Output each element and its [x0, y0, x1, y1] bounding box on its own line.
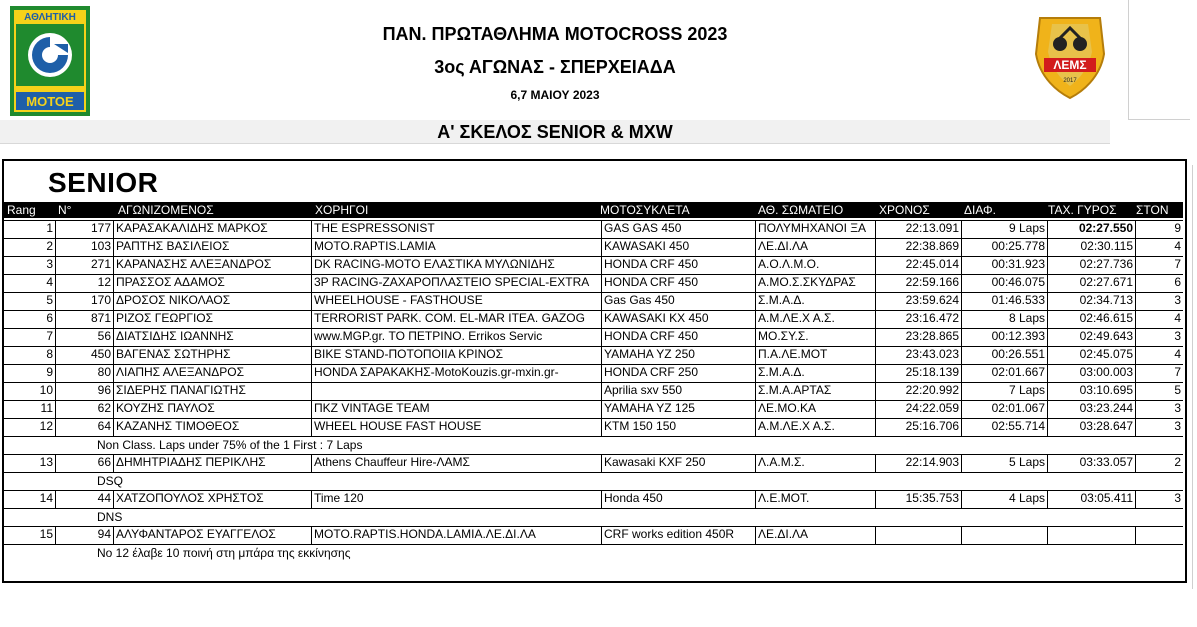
cell-no: 62	[55, 400, 113, 418]
cell-time: 23:59.624	[875, 292, 961, 310]
cell-no: 271	[55, 256, 113, 274]
col-rang: Rang	[7, 203, 36, 217]
cell-time: 25:18.139	[875, 364, 961, 382]
cell-no: 12	[55, 274, 113, 292]
cell-diff: 8 Laps	[961, 310, 1047, 328]
svg-text:ΛΕΜΣ: ΛΕΜΣ	[1053, 58, 1087, 72]
table-row	[3, 346, 1183, 364]
cell-club: Π.Α.ΛΕ.ΜΟΤ	[755, 346, 875, 364]
cell-bike: HONDA CRF 450	[601, 328, 755, 346]
cell-best: 03:05.411	[1047, 490, 1135, 508]
cell-lap: 3	[1135, 292, 1183, 310]
table-header	[3, 202, 1183, 218]
cell-rang: 13	[39, 455, 53, 469]
col-diff: ΔΙΑΦ.	[964, 203, 996, 217]
cell-time: 25:16.706	[875, 418, 961, 436]
cell-lap	[1135, 526, 1183, 544]
svg-text:ΑΘΛΗΤΙΚΗ: ΑΘΛΗΤΙΚΗ	[24, 12, 76, 23]
cell-rang: 12	[39, 419, 53, 433]
cell-rang: 3	[46, 257, 53, 271]
cell-rider: ΔΗΜΗΤΡΙΑΔΗΣ ΠΕΡΙΚΛΗΣ	[113, 454, 311, 472]
col-club: ΑΘ. ΣΩΜΑΤΕΙΟ	[758, 203, 844, 217]
cell-no: 66	[55, 454, 113, 472]
cell-club: ΛΕ.ΔΙ.ΛΑ	[755, 238, 875, 256]
cell-best: 02:45.075	[1047, 346, 1135, 364]
cell-time: 22:14.903	[875, 454, 961, 472]
cell-rang: 1	[46, 221, 53, 235]
cell-lap: 7	[1135, 256, 1183, 274]
section-title: SENIOR	[48, 167, 159, 198]
cell-diff: 7 Laps	[961, 382, 1047, 400]
cell-bike: YAMAHA YZ 125	[601, 400, 755, 418]
cell-diff: 02:01.067	[961, 400, 1047, 418]
cell-time: 22:20.992	[875, 382, 961, 400]
cell-sponsor: BIKE STAND-ΠΟΤΟΠΟΙΙΑ ΚΡΙΝΟΣ	[311, 346, 601, 364]
corner-frame	[1128, 0, 1190, 120]
cell-best: 02:27.550	[1047, 220, 1135, 238]
cell-sponsor: HONDA ΣΑΡΑΚΑΚΗΣ-MotoKouzis.gr-mxin.gr-	[311, 364, 601, 382]
row-divider	[3, 472, 1183, 473]
cell-no: 64	[55, 418, 113, 436]
cell-no: 94	[55, 526, 113, 544]
cell-best: 03:33.057	[1047, 454, 1135, 472]
cell-best: 02:30.115	[1047, 238, 1135, 256]
cell-diff: 01:46.533	[961, 292, 1047, 310]
table-row	[3, 328, 1183, 346]
table-row	[3, 220, 1183, 238]
cell-club: Α.Ο.Λ.Μ.Ο.	[755, 256, 875, 274]
cell-no: 80	[55, 364, 113, 382]
cell-no: 177	[55, 220, 113, 238]
cell-best: 03:00.003	[1047, 364, 1135, 382]
cell-rider: ΠΡΑΣΣΟΣ ΑΔΑΜΟΣ	[113, 274, 311, 292]
cell-bike: Kawasaki KXF 250	[601, 454, 755, 472]
cell-rider: ΧΑΤΖΟΠΟΥΛΟΣ ΧΡΗΣΤΟΣ	[113, 490, 311, 508]
svg-text:2017: 2017	[1063, 78, 1077, 84]
cell-lap: 5	[1135, 382, 1183, 400]
penalty-note: Νο 12 έλαβε 10 ποινή στη μπάρα της εκκίνησης	[97, 546, 351, 560]
table-row	[3, 274, 1183, 292]
cell-lap: 3	[1135, 490, 1183, 508]
col-sponsor: ΧΟΡΗΓΟΙ	[315, 203, 369, 217]
athletiki-motoe-logo	[10, 6, 90, 116]
cell-diff	[961, 526, 1047, 544]
cell-no: 450	[55, 346, 113, 364]
cell-no: 44	[55, 490, 113, 508]
cell-club: Σ.Μ.Α.ΑΡΤΑΣ	[755, 382, 875, 400]
cell-sponsor: WHEEL HOUSE FAST HOUSE	[311, 418, 601, 436]
cell-bike: YAMAHA YZ 250	[601, 346, 755, 364]
table-row	[3, 400, 1183, 418]
cell-club: ΠΟΛΥΜΗΧΑΝΟΙ ΞΑ	[755, 220, 875, 238]
cell-diff: 00:46.075	[961, 274, 1047, 292]
cell-bike: HONDA CRF 450	[601, 256, 755, 274]
cell-sponsor: 3P RACING-ΖΑΧΑΡΟΠΛΑΣΤΕΙΟ SPECIAL-EXTRA	[311, 274, 601, 292]
cell-best: 03:28.647	[1047, 418, 1135, 436]
cell-time: 22:59.166	[875, 274, 961, 292]
cell-rang: 14	[39, 491, 53, 505]
cell-bike: Gas Gas 450	[601, 292, 755, 310]
cell-lap: 3	[1135, 418, 1183, 436]
cell-diff: 00:12.393	[961, 328, 1047, 346]
cell-rider: ΒΑΓΕΝΑΣ ΣΩΤΗΡΗΣ	[113, 346, 311, 364]
cell-best	[1047, 526, 1135, 544]
cell-no: 103	[55, 238, 113, 256]
cell-rang: 2	[46, 239, 53, 253]
race-date: 6,7 ΜΑΙΟΥ 2023	[510, 88, 600, 102]
col-bike: ΜΟΤΟΣΥΚΛΕΤΑ	[600, 203, 690, 217]
row-divider	[3, 508, 1183, 509]
cell-rider: ΛΙΑΠΗΣ ΑΛΕΞΑΝΔΡΟΣ	[113, 364, 311, 382]
cell-lap: 3	[1135, 400, 1183, 418]
cell-no: 871	[55, 310, 113, 328]
cell-bike: HONDA CRF 250	[601, 364, 755, 382]
cell-bike: CRF works edition 450R	[601, 526, 755, 544]
cell-sponsor: THE ESPRESSONIST	[311, 220, 601, 238]
table-row	[3, 310, 1183, 328]
cell-rider: ΡΙΖΟΣ ΓΕΩΡΓΙΟΣ	[113, 310, 311, 328]
dns-label: DNS	[97, 510, 123, 524]
cell-club: ΛΕ.ΜΟ.ΚΑ	[755, 400, 875, 418]
cell-lap: 4	[1135, 346, 1183, 364]
cell-diff: 9 Laps	[961, 220, 1047, 238]
cell-rang: 6	[46, 311, 53, 325]
cell-sponsor: Time 120	[311, 490, 601, 508]
cell-bike: GAS GAS 450	[601, 220, 755, 238]
stage-title: Α' ΣΚΕΛΟΣ SENIOR & MXW	[437, 122, 673, 142]
cell-diff: 00:26.551	[961, 346, 1047, 364]
table-row	[3, 526, 1183, 544]
cell-club: ΜΟ.ΣΥ.Σ.	[755, 328, 875, 346]
cell-rider: ΔΙΑΤΣΙΔΗΣ ΙΩΑΝΝΗΣ	[113, 328, 311, 346]
cell-rang: 10	[39, 383, 53, 397]
cell-rider: ΡΑΠΤΗΣ ΒΑΣΙΛΕΙΟΣ	[113, 238, 311, 256]
table-row	[3, 382, 1183, 400]
cell-time	[875, 526, 961, 544]
cell-best: 03:10.695	[1047, 382, 1135, 400]
col-best-lap: ΤΑΧ. ΓΥΡΟΣ	[1048, 203, 1117, 217]
cell-club: Σ.Μ.Α.Δ.	[755, 364, 875, 382]
cell-sponsor: MOTO.RAPTIS.HONDA.LAMIA.ΛΕ.ΔΙ.ΛΑ	[311, 526, 601, 544]
cell-best: 02:34.713	[1047, 292, 1135, 310]
cell-bike: Aprilia sxv 550	[601, 382, 755, 400]
cell-lap: 4	[1135, 238, 1183, 256]
col-lap: ΣΤΟΝ	[1136, 203, 1169, 217]
cell-lap: 3	[1135, 328, 1183, 346]
cell-diff: 00:25.778	[961, 238, 1047, 256]
cell-sponsor: Athens Chauffeur Hire-ΛΑΜΣ	[311, 454, 601, 472]
cell-sponsor	[311, 382, 601, 400]
cell-best: 02:27.736	[1047, 256, 1135, 274]
cell-sponsor: TERRORIST PARK. COM. EL-MAR ITEA. GAZOG	[311, 310, 601, 328]
cell-rider: ΣΙΔΕΡΗΣ ΠΑΝΑΓΙΩΤΗΣ	[113, 382, 311, 400]
cell-bike: KAWASAKI 450	[601, 238, 755, 256]
cell-rang: 11	[40, 401, 53, 415]
cell-diff: 5 Laps	[961, 454, 1047, 472]
table-row	[3, 490, 1183, 508]
cell-rang: 7	[46, 329, 53, 343]
cell-club: Λ.Α.Μ.Σ.	[755, 454, 875, 472]
cell-club: Σ.Μ.Α.Δ.	[755, 292, 875, 310]
cell-best: 03:23.244	[1047, 400, 1135, 418]
cell-time: 15:35.753	[875, 490, 961, 508]
cell-lap: 7	[1135, 364, 1183, 382]
cell-no: 170	[55, 292, 113, 310]
cell-sponsor: DK RACING-ΜΟΤΟ ΕΛΑΣΤΙΚΑ ΜΥΛΩΝΙΔΗΣ	[311, 256, 601, 274]
cell-best: 02:27.671	[1047, 274, 1135, 292]
col-number: N°	[58, 203, 72, 217]
cell-lap: 9	[1135, 220, 1183, 238]
cell-sponsor: MOTO.RAPTIS.LAMIA	[311, 238, 601, 256]
cell-club: Α.ΜΟ.Σ.ΣΚΥΔΡΑΣ	[755, 274, 875, 292]
cell-time: 23:28.865	[875, 328, 961, 346]
cell-time: 23:43.023	[875, 346, 961, 364]
svg-text:ΜΟΤΟΕ: ΜΟΤΟΕ	[26, 94, 74, 109]
cell-sponsor: www.MGP.gr. ΤΟ ΠΕΤΡΙΝΟ. Errikos Servic	[311, 328, 601, 346]
cell-rang: 4	[46, 275, 53, 289]
cell-rider: ΚΑΖΑΝΗΣ ΤΙΜΟΘΕΟΣ	[113, 418, 311, 436]
cell-no: 56	[55, 328, 113, 346]
cell-time: 22:13.091	[875, 220, 961, 238]
cell-rider: ΚΟΥΖΗΣ ΠΑΥΛΟΣ	[113, 400, 311, 418]
cell-club: Α.Μ.ΛΕ.Χ Α.Σ.	[755, 418, 875, 436]
cell-bike: KTM 150 150	[601, 418, 755, 436]
cell-time: 22:45.014	[875, 256, 961, 274]
table-row	[3, 364, 1183, 382]
cell-rang: 9	[46, 365, 53, 379]
cell-best: 02:49.643	[1047, 328, 1135, 346]
cell-time: 24:22.059	[875, 400, 961, 418]
table-row	[3, 454, 1183, 472]
cell-sponsor: ΠΚΖ VINTAGE TEAM	[311, 400, 601, 418]
cell-rider: ΑΛΥΦΑΝΤΑΡΟΣ ΕΥΑΓΓΕΛΟΣ	[113, 526, 311, 544]
cell-diff: 4 Laps	[961, 490, 1047, 508]
cell-lap: 4	[1135, 310, 1183, 328]
cell-time: 23:16.472	[875, 310, 961, 328]
col-rider: ΑΓΩΝΙΖΟΜΕΝΟΣ	[118, 203, 214, 217]
cell-club: ΛΕ.ΔΙ.ΛΑ	[755, 526, 875, 544]
cell-bike: KAWASAKI KX 450	[601, 310, 755, 328]
cell-diff: 02:55.714	[961, 418, 1047, 436]
cell-club: Α.Μ.ΛΕ.Χ Α.Σ.	[755, 310, 875, 328]
cell-club: Λ.Ε.ΜΟΤ.	[755, 490, 875, 508]
row-divider	[3, 436, 1183, 437]
cell-bike: HONDA CRF 450	[601, 274, 755, 292]
cell-time: 22:38.869	[875, 238, 961, 256]
table-row	[3, 256, 1183, 274]
championship-title: ΠΑΝ. ΠΡΩΤΑΘΛΗΜΑ MOTOCROSS 2023	[382, 24, 728, 44]
lems-logo	[1030, 14, 1110, 100]
cell-best: 02:46.615	[1047, 310, 1135, 328]
cell-rider: ΔΡΟΣΟΣ ΝΙΚΟΛΑΟΣ	[113, 292, 311, 310]
race-title: 3ος ΑΓΩΝΑΣ - ΣΠΕΡΧΕΙΑΔΑ	[434, 57, 676, 77]
cell-rider: ΚΑΡΑΝΑΣΗΣ ΑΛΕΞΑΝΔΡΟΣ	[113, 256, 311, 274]
cell-no: 96	[55, 382, 113, 400]
row-divider	[3, 544, 1183, 545]
cell-rang: 5	[46, 293, 53, 307]
cell-lap: 6	[1135, 274, 1183, 292]
cell-diff: 00:31.923	[961, 256, 1047, 274]
dsq-label: DSQ	[97, 474, 124, 488]
cell-rider: ΚΑΡΑΣΑΚΑΛΙΔΗΣ ΜΑΡΚΟΣ	[113, 220, 311, 238]
col-time: ΧΡΟΝΟΣ	[879, 203, 930, 217]
cell-diff: 02:01.667	[961, 364, 1047, 382]
table-row	[3, 238, 1183, 256]
table-row	[3, 292, 1183, 310]
cell-sponsor: WHEELHOUSE - FASTHOUSE	[311, 292, 601, 310]
cell-lap: 2	[1135, 454, 1183, 472]
non-class-note: Non Class. Laps under 75% of the 1 First : 7 Laps	[97, 438, 363, 452]
table-row	[3, 418, 1183, 436]
cell-rang: 8	[46, 347, 53, 361]
cell-rang: 15	[39, 527, 53, 541]
cell-bike: Honda 450	[601, 490, 755, 508]
